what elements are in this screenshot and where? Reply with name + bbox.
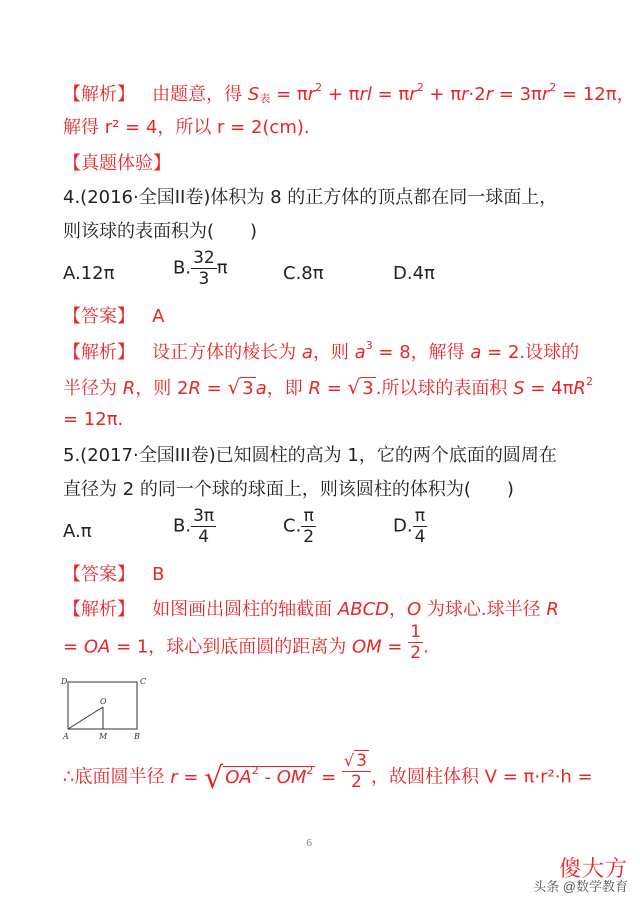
q4-jiexi-tag: 【解析】 — [63, 342, 135, 363]
watermark-account: 头条 @数学教育 — [533, 879, 628, 894]
q4-answer — [63, 305, 165, 329]
q4-jiexi-text-3: = 12π. — [63, 409, 124, 430]
q5-option-b — [173, 506, 216, 547]
q5-om-num: 1 — [410, 622, 422, 642]
q5-option-d-den: 4 — [414, 527, 426, 547]
q4-jiexi-line-1 — [63, 341, 579, 365]
q5-option-a: A.π — [63, 521, 92, 542]
jiexi-tag: 【解析】 — [63, 84, 135, 105]
q5-option-b-prefix: B. — [173, 515, 192, 537]
q5-option-d-prefix: D. — [393, 515, 413, 537]
q4-option-b-fraction — [191, 248, 217, 289]
label-d: D — [61, 677, 68, 686]
q5-option-b-num: 3π — [193, 506, 215, 526]
q4-option-b-num: 32 — [193, 248, 215, 268]
q5-option-b-den: 4 — [198, 527, 210, 547]
q4-jiexi-line-3 — [63, 408, 123, 432]
q5-answer-tag: 【答案】 — [63, 564, 135, 585]
label-c: C — [140, 677, 147, 686]
q4-option-b-den: 3 — [198, 269, 210, 289]
q5-answer-value: B — [152, 564, 165, 585]
q5-jiexi-line-1 — [63, 598, 559, 622]
label-b: B — [134, 732, 140, 741]
q5-option-c-prefix: C. — [283, 515, 302, 537]
segment-oa — [68, 707, 103, 729]
q5-conclusion-prefix: ∴底面圆半径 — [63, 766, 165, 788]
q4-option-b — [173, 248, 228, 289]
q4-jiexi-text-2: 半径为 R，则 2R = √ 3 a，即 R = √ 3 .所以球的表面积 $S = 4\pi R^2$ — [63, 375, 593, 399]
section-header: 【真题体验】 — [63, 153, 171, 174]
q4-option-c: C.8π — [283, 263, 324, 284]
label-o: O — [100, 697, 107, 706]
q4-stem-line-1: 4.(2016·全国II卷)体积为 8 的正方体的顶点都在同一球面上， — [63, 187, 558, 208]
q5-conclusion — [63, 751, 593, 796]
q5-jiexi-line-2: = OA = 1，球心到底面圆的距离为 OM = $\frac{1}{2}$ . — [63, 622, 429, 663]
q5-jiexi-tag: 【解析】 — [63, 599, 135, 620]
page-number: 6 — [306, 838, 313, 849]
jiexi-line-1 — [63, 83, 635, 111]
formula-surface-area: S表 = $\pi r^2 + \pi rl = \pi r^2 + \pi r\cdot 2r = 3\pi r^2 = 12\pi$， — [247, 81, 635, 105]
q5-option-c-fraction — [301, 506, 316, 547]
jiexi-result: 解得 r² = 4，所以 r = 2(cm). — [63, 117, 310, 138]
label-a: A — [63, 732, 69, 741]
label-m: M — [99, 732, 108, 741]
q4-jiexi-text-1: 设正方体的棱长为 a，则 $a^3 = 8$，解得 a = 2.设球的 — [152, 339, 580, 363]
q4-stem-line-2: 则该球的表面积为( ) — [63, 221, 258, 242]
q4-answer-tag: 【答案】 — [63, 306, 135, 327]
q5-option-c-den: 2 — [303, 527, 315, 547]
q5-option-d — [393, 506, 427, 547]
jiexi-text: 由题意，得 — [152, 84, 243, 105]
q5-om-den: 2 — [410, 643, 422, 663]
q5-option-b-fraction — [191, 506, 216, 547]
q4-option-d: D.4π — [393, 263, 435, 284]
q5-option-c-num: π — [301, 506, 316, 527]
jiexi-line-2 — [63, 116, 310, 140]
q5-radius-fraction: $\frac{√ 3}{2}$ — [342, 751, 371, 792]
q4-jiexi-line-2 — [63, 375, 593, 401]
q4-answer-value: A — [152, 306, 165, 327]
q5-option-d-fraction — [413, 506, 428, 547]
q5-radius-formula: r = √ $OA^2 - OM^2$ = — [170, 760, 342, 796]
q5-jiexi-text-1: 如图画出圆柱的轴截面 ABCD，O 为球心.球半径 R — [152, 599, 559, 620]
q4-option-b-prefix: B. — [173, 257, 192, 279]
q5-stem-line-2: 直径为 2 的同一个球的球面上，则该圆柱的体积为( ) — [63, 479, 514, 500]
q5-jiexi-text-2: = OA = 1，球心到底面圆的距离为 OM = — [63, 636, 409, 658]
q5-om-fraction — [408, 622, 423, 663]
q4-option-a: A.12π — [63, 263, 115, 284]
q4-option-b-suffix: π — [216, 257, 228, 279]
axial-section-diagram — [60, 674, 160, 744]
q5-option-d-num: π — [413, 506, 428, 527]
q5-conclusion-tail: ，故圆柱体积 V = π·r²·h = — [370, 766, 593, 788]
q5-stem-line-1: 5.(2017·全国III卷)已知圆柱的高为 1，它的两个底面的圆周在 — [63, 445, 557, 466]
watermark-logo-text: 傻大方 — [558, 856, 628, 881]
q5-answer — [63, 563, 165, 587]
q5-option-c — [283, 506, 316, 547]
